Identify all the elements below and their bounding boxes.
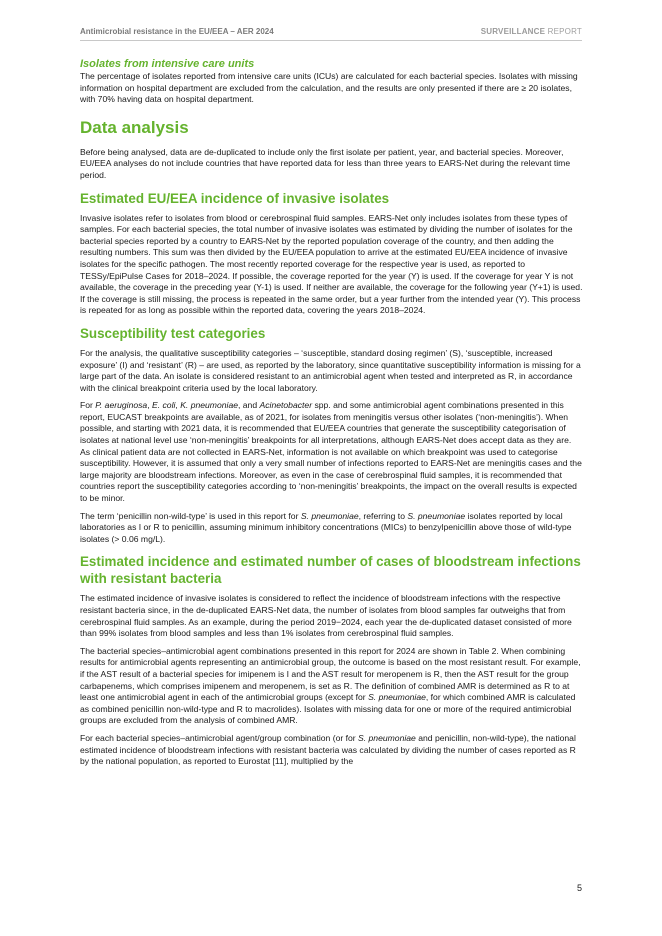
data-analysis-heading: Data analysis: [80, 117, 189, 137]
bsi-paragraph-2: The bacterial species–antimicrobial agent combinations presented in this report for 2024 are shown in Table 2. When combining results for antimicrobial agents representing an antimicrobial group, the outcome is based on the most resistant result. For example, if the AST result of a bacterial species for imipenem is I and the AST result for meropenem is R, then the AST result for the group carbapenems, which comprises imipenem and meropenem, is set as R. The definition of combined AMR is determined as R to at least one antimicrobial agent in each of the antimicrobial groups (except for S. pneumoniae, for which combined AMR is calculated as combined penicillin non-wild-type and R to macrolides). Isolates with missing data for one or more of the required antimicrobial groups are excluded from the analysis of combined AMR.: [80, 645, 581, 726]
report-type-label: SURVEILLANCE REPORT: [480, 27, 582, 36]
susceptibility-paragraph-1: For the analysis, the qualitative susceptibility categories – ‘susceptible, standard dosing regimen’ (S), ‘susceptible, increased exposure’ (I) and ‘resistant’ (R) – are used, as reported by the laboratory, since quantitative susceptibility information is missing for a large part of the data. An isolate is considered resistant to an antimicrobial agent when tested and interpreted as R, in accordance with the clinical breakpoint criteria used by the local laboratory.: [80, 347, 581, 393]
main-content: [80, 55, 583, 774]
bsi-paragraph-3: For each bacterial species–antimicrobial agent/group combination (or for S. pneumoniae and penicillin, non-wild-type), the national estimated incidence of bloodstream infections with resistant bacteria was calculated by dividing the number of cases reported as R by the national population, as reported to Eurostat [11], multiplied by the: [80, 732, 576, 767]
bsi-heading: Estimated incidence and estimated number of cases of bloodstream infections with resistant bacteria: [80, 554, 581, 587]
susceptibility-heading: Susceptibility test categories: [80, 325, 266, 341]
page-number: 5: [576, 883, 582, 893]
susceptibility-paragraph-3: The term ‘penicillin non-wild-type’ is used in this report for S. pneumoniae, referring to S. pneumoniae isolates reported by local laboratories as I or R to penicillin, assuming minimum inhibitory concentrations (MICs) to benzylpenicillin above those of wild-type isolates (> 0.06 mg/L).: [80, 510, 572, 544]
susceptibility-paragraph-2: For P. aeruginosa, E. coli, K. pneumoniae, and Acinetobacter spp. and some antimicrobial agent combinations presented in this report, EUCAST breakpoints are available, as of 2021, for isolates from meningitis versus other isolates (‘non-meningitis’). When possible, and starting with 2021 data, it is recommended that EU/EEA countries that generate the susceptibility categorisation of isolates at national level use ‘non-meningitis’ breakpoints for all interpretations, although EARS-Net does accept data as they are. As clinical patient data are not collected in EARS-Net, information is not available on which breakpoint was used to categorise susceptibility. However, it is assumed that only a very small number of infections reported to EARS-Net are meningitis cases and the large majority are bloodstream infections. Moreover, as even in the case of cerebrospinal fluid samples, it is recommended that countries report the susceptibility categories according to ‘non-meningitis’ breakpoints, the impact on the overall results is expected to be minor.: [80, 400, 582, 504]
page-header: [80, 27, 582, 41]
incidence-heading: Estimated EU/EEA incidence of invasive isolates: [80, 190, 390, 206]
icu-heading: Isolates from intensive care units: [80, 58, 255, 70]
data-analysis-paragraph: Before being analysed, data are de-duplicated to include only the first isolate per patient, year, and bacterial species. Moreover, EU/EEA analyses do not include countries that have reported data for less than three years to EARS-Net during the relevant time period.: [80, 146, 571, 180]
bsi-paragraph-1: The estimated incidence of invasive isolates is considered to reflect the incidence of bloodstream infections with the respective resistant bacteria since, in the de-duplicated EARS-Net data, the number of isolates from blood samples far outweighs that from cerebrospinal fluid samples. As an example, during the period 2019−2024, each year the de-duplicated dataset consisted of more than 99% isolates from blood samples and less than 1% isolates from cerebrospinal fluid samples.: [80, 593, 572, 639]
running-title: Antimicrobial resistance in the EU/EEA – AER 2024: [80, 27, 274, 36]
incidence-paragraph: Invasive isolates refer to isolates from blood or cerebrospinal fluid samples. EARS-Net only includes isolates from these types of samples. For each bacterial species, the total number of invasive isolates was estimated by dividing the number of isolates for the bacterial species reported by a country to EARS-Net by the reported population coverage of the country, and then adding the resulting numbers. This sum was then divided by the EU/EEA population to arrive at the estimated EU/EEA incidence of invasive isolates for the specific pathogen. The most recently reported coverage for the respective year is used, as reported to TESSy/EpiPulse Cases for 2018–2024. If possible, the coverage reported for the year (Y) is used. If the coverage for year Y is not available, the coverage in the preceding year (Y-1) is used. If neither are available, the coverage for the following year (Y+1) is used. If the coverage is still missing, the process is repeated in the same order, but a year further from the intended year (Y). This process is repeated for as long as possible within the reported data, covering the years 2018–2024.: [80, 212, 583, 316]
icu-paragraph: The percentage of isolates reported from intensive care units (ICUs) are calculated for each bacterial species. Isolates with missing information on hospital department are excluded from the calculation, and the results are only presented if there are ≥ 20 isolates, with 70% having data on hospital department.: [80, 71, 578, 105]
